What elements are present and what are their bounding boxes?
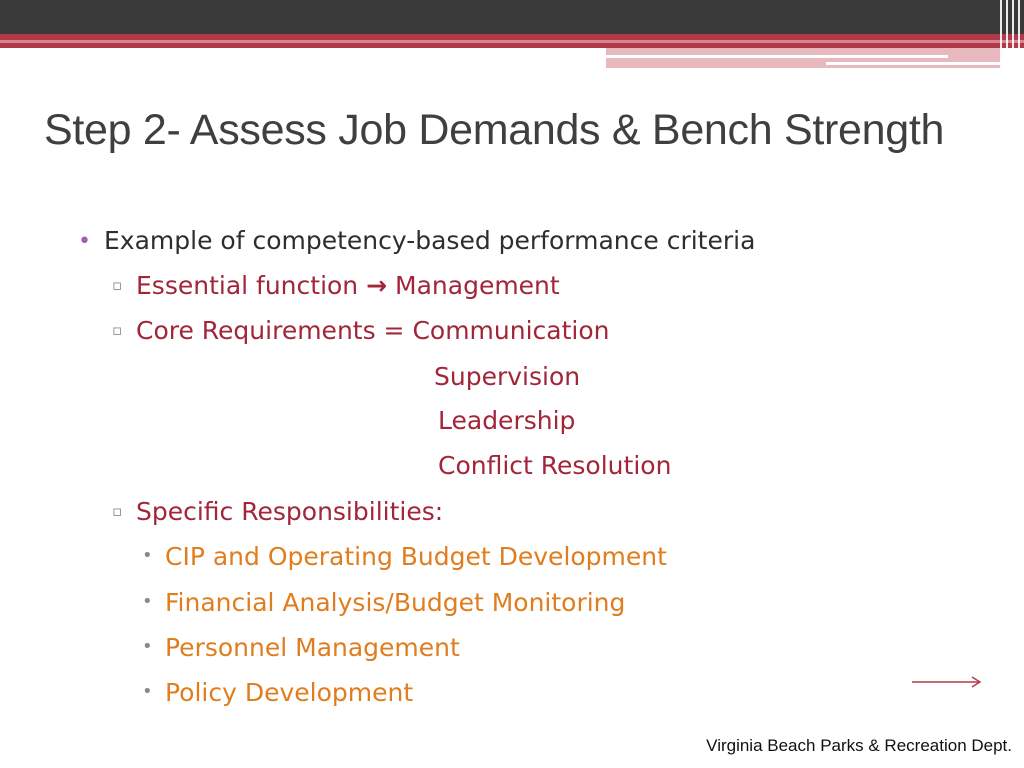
bullet-square-icon: ▫ xyxy=(112,276,123,294)
responsibility-item: Personnel Management xyxy=(165,633,460,662)
next-arrow-icon[interactable] xyxy=(912,674,982,690)
bullet-square-icon: ▫ xyxy=(112,502,123,520)
responsibility-item: CIP and Operating Budget Development xyxy=(165,542,667,571)
core-item-conflict-resolution: Conflict Resolution xyxy=(438,451,672,480)
bullet-small-dot-icon: • xyxy=(142,591,153,612)
core-item-leadership: Leadership xyxy=(438,406,576,435)
responsibility-item: Financial Analysis/Budget Monitoring xyxy=(165,588,626,617)
slide-title: Step 2- Assess Job Demands & Bench Strength xyxy=(44,106,945,154)
responsibility-item: Policy Development xyxy=(165,678,414,707)
core-item-supervision: Supervision xyxy=(434,362,581,391)
specific-responsibilities-label: Specific Responsibilities: xyxy=(136,497,444,526)
footer-organization: Virginia Beach Parks & Recreation Dept. xyxy=(706,736,1012,755)
bullet-main-text: Example of competency-based performance criteria xyxy=(104,226,756,255)
bullet-small-dot-icon: • xyxy=(142,681,153,702)
essential-function-label: Essential function xyxy=(136,271,359,300)
bullet-small-dot-icon: • xyxy=(142,636,153,657)
essential-function-line xyxy=(136,271,560,301)
essential-function-value: Management xyxy=(395,271,560,300)
right-arrow-icon: → xyxy=(366,271,388,300)
bullet-small-dot-icon: • xyxy=(142,545,153,566)
bullet-dot-icon: • xyxy=(78,229,91,254)
bullet-square-icon: ▫ xyxy=(112,321,123,339)
core-requirements-line: Core Requirements = Communication xyxy=(136,316,610,345)
